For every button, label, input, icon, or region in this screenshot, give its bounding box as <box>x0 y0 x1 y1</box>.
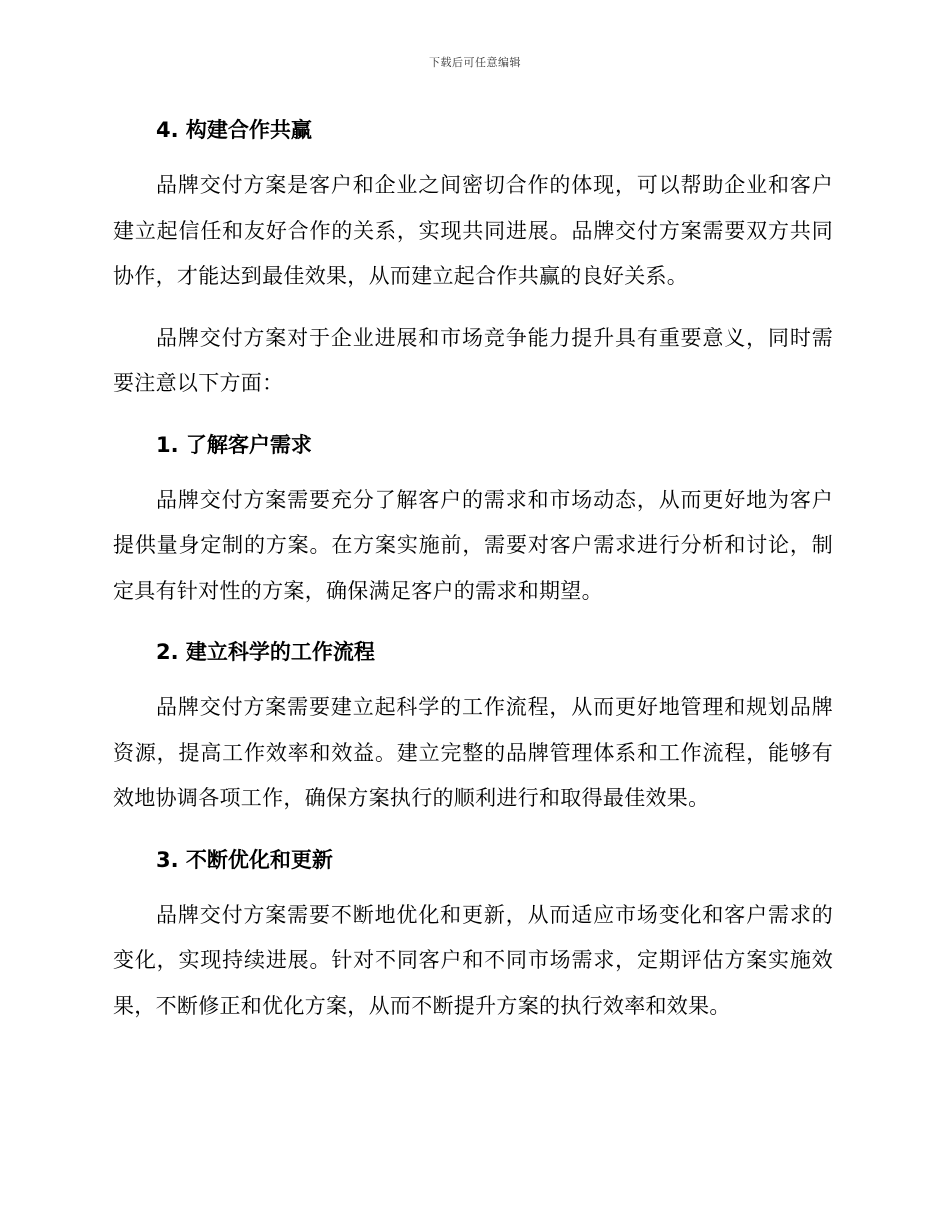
section-heading: 4. 构建合作共赢 <box>156 118 312 142</box>
document-body <box>113 112 833 1045</box>
paragraph: 品牌交付方案需要不断地优化和更新，从而适应市场变化和客户需求的变化，实现持续进展。针对不同客户和不同市场需求，定期评估方案实施效果，不断修正和优化方案，从而不断提升方案的执行效率和效果。 <box>113 902 833 1018</box>
paragraph: 品牌交付方案是客户和企业之间密切合作的体现，可以帮助企业和客户建立起信任和友好合作的关系，实现共同进展。品牌交付方案需要双方共同协作，才能达到最佳效果，从而建立起合作共赢的良好关系。 <box>113 173 833 288</box>
paragraph: 品牌交付方案需要充分了解客户的需求和市场动态，从而更好地为客户提供量身定制的方案。在方案实施前，需要对客户需求进行分析和讨论，制定具有针对性的方案，确保满足客户的需求和期望。 <box>113 487 833 603</box>
page-header: 下载后可任意编辑 <box>429 56 521 69</box>
paragraph: 品牌交付方案需要建立起科学的工作流程，从而更好地管理和规划品牌资源，提高工作效率和效益。建立完整的品牌管理体系和工作流程，能够有效地协调各项工作，确保方案执行的顺利进行和取得最佳效果。 <box>113 695 833 810</box>
paragraph: 品牌交付方案对于企业进展和市场竞争能力提升具有重要意义，同时需要注意以下方面： <box>113 325 833 395</box>
section-understand-needs <box>113 427 833 615</box>
section-heading: 1. 了解客户需求 <box>156 432 312 457</box>
section-heading: 2. 建立科学的工作流程 <box>156 640 375 664</box>
section-build-win-win <box>113 112 833 407</box>
section-heading: 3. 不断优化和更新 <box>156 847 333 872</box>
section-workflow <box>113 634 833 822</box>
section-optimize <box>113 842 833 1030</box>
